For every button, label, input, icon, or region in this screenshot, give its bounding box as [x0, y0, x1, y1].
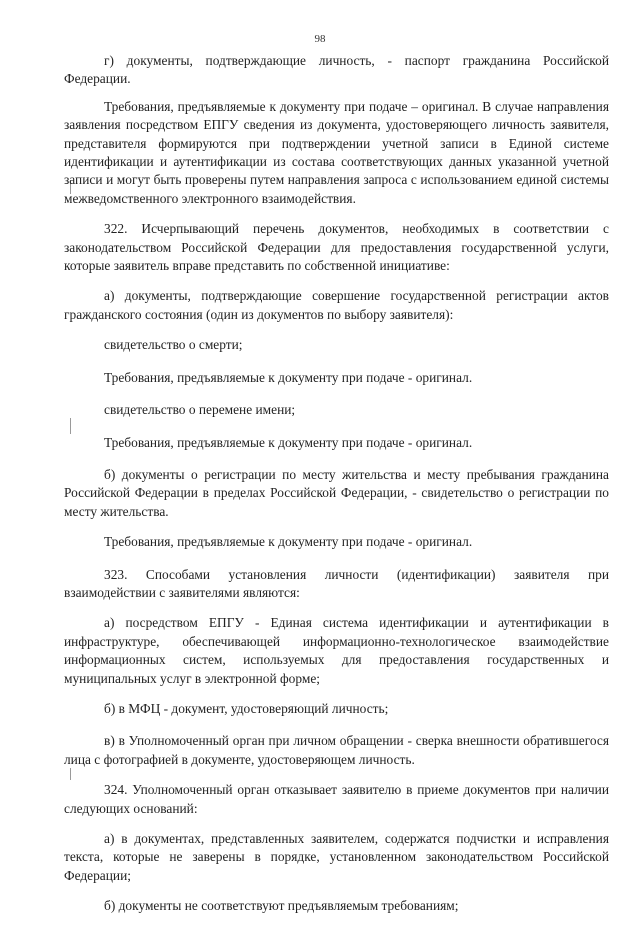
paragraph-requirements-original: Требования, предъявляемые к документу при подаче - оригинал.	[104, 534, 473, 550]
page-number: 98	[314, 33, 326, 45]
paragraph-323a-epgu: а) посредством ЕПГУ - Единая система идентификации и аутентификации в инфраструктуре, обеспечивающей информационно-технологическое взаимодействие информационных систем, используемых для предоставления государственных и муниципальных услуг в электронной форме;	[64, 615, 609, 686]
paragraph-322a-civil-registration: а) документы, подтверждающие совершение государственной регистрации актов гражданского состояния (один из документов по выбору заявителя):	[64, 288, 609, 322]
document-body	[64, 52, 609, 925]
paragraph-requirements-original-epgu: Требования, предъявляемые к документу при подаче – оригинал. В случае направления заявления посредством ЕПГУ сведения из документа, удостоверяющего личность заявителя, представителя формируются при подтверждении учетной записи в Единой системе идентификации и аутентификации из состава соответствующих данных указанной учетной записи и могут быть проверены путем направления запроса с использованием единой системы межведомственного электронного взаимодействия.	[64, 98, 609, 206]
paragraph-identity-docs: г) документы, подтверждающие личность, - паспорт гражданина Российской Федерации.	[64, 53, 609, 87]
paragraph-322b-residence-registration: б) документы о регистрации по месту жительства и месту пребывания гражданина Российской Федерации в пределах Российской Федерации, - свидетельство о регистрации по месту жительства.	[64, 466, 609, 519]
paragraph-323c-authorized-body: в) в Уполномоченный орган при личном обращении - сверка внешности обратившегося лица с фотографией в документе, удостоверяющем личность.	[64, 733, 609, 767]
paragraph-name-change-certificate: свидетельство о перемене имени;	[104, 402, 296, 418]
paragraph-322-document-list: 322. Исчерпывающий перечень документов, необходимых в соответствии с законодательством Российской Федерации для предоставления государственной услуги, которые заявитель вправе представить по собственной инициативе:	[64, 221, 609, 274]
paragraph-324-refusal-grounds: 324. Уполномоченный орган отказывает заявителю в приеме документов при наличии следующих оснований:	[64, 782, 609, 816]
paragraph-324b-requirements-mismatch: б) документы не соответствуют предъявляемым требованиям;	[104, 898, 459, 914]
paragraph-323-identification-methods: 323. Способами установления личности (идентификации) заявителя при взаимодействии с заявителями являются:	[64, 566, 609, 600]
paragraph-323b-mfc: б) в МФЦ - документ, удостоверяющий личность;	[104, 700, 389, 716]
paragraph-requirements-original: Требования, предъявляемые к документу при подаче - оригинал.	[104, 434, 473, 450]
paragraph-death-certificate: свидетельство о смерти;	[104, 337, 243, 353]
paragraph-324a-erasures: а) в документах, представленных заявителем, содержатся подчистки и исправления текста, которые не заверены в порядке, установленном законодательством Российской Федерации;	[64, 831, 609, 883]
paragraph-requirements-original: Требования, предъявляемые к документу при подаче - оригинал.	[104, 369, 473, 385]
